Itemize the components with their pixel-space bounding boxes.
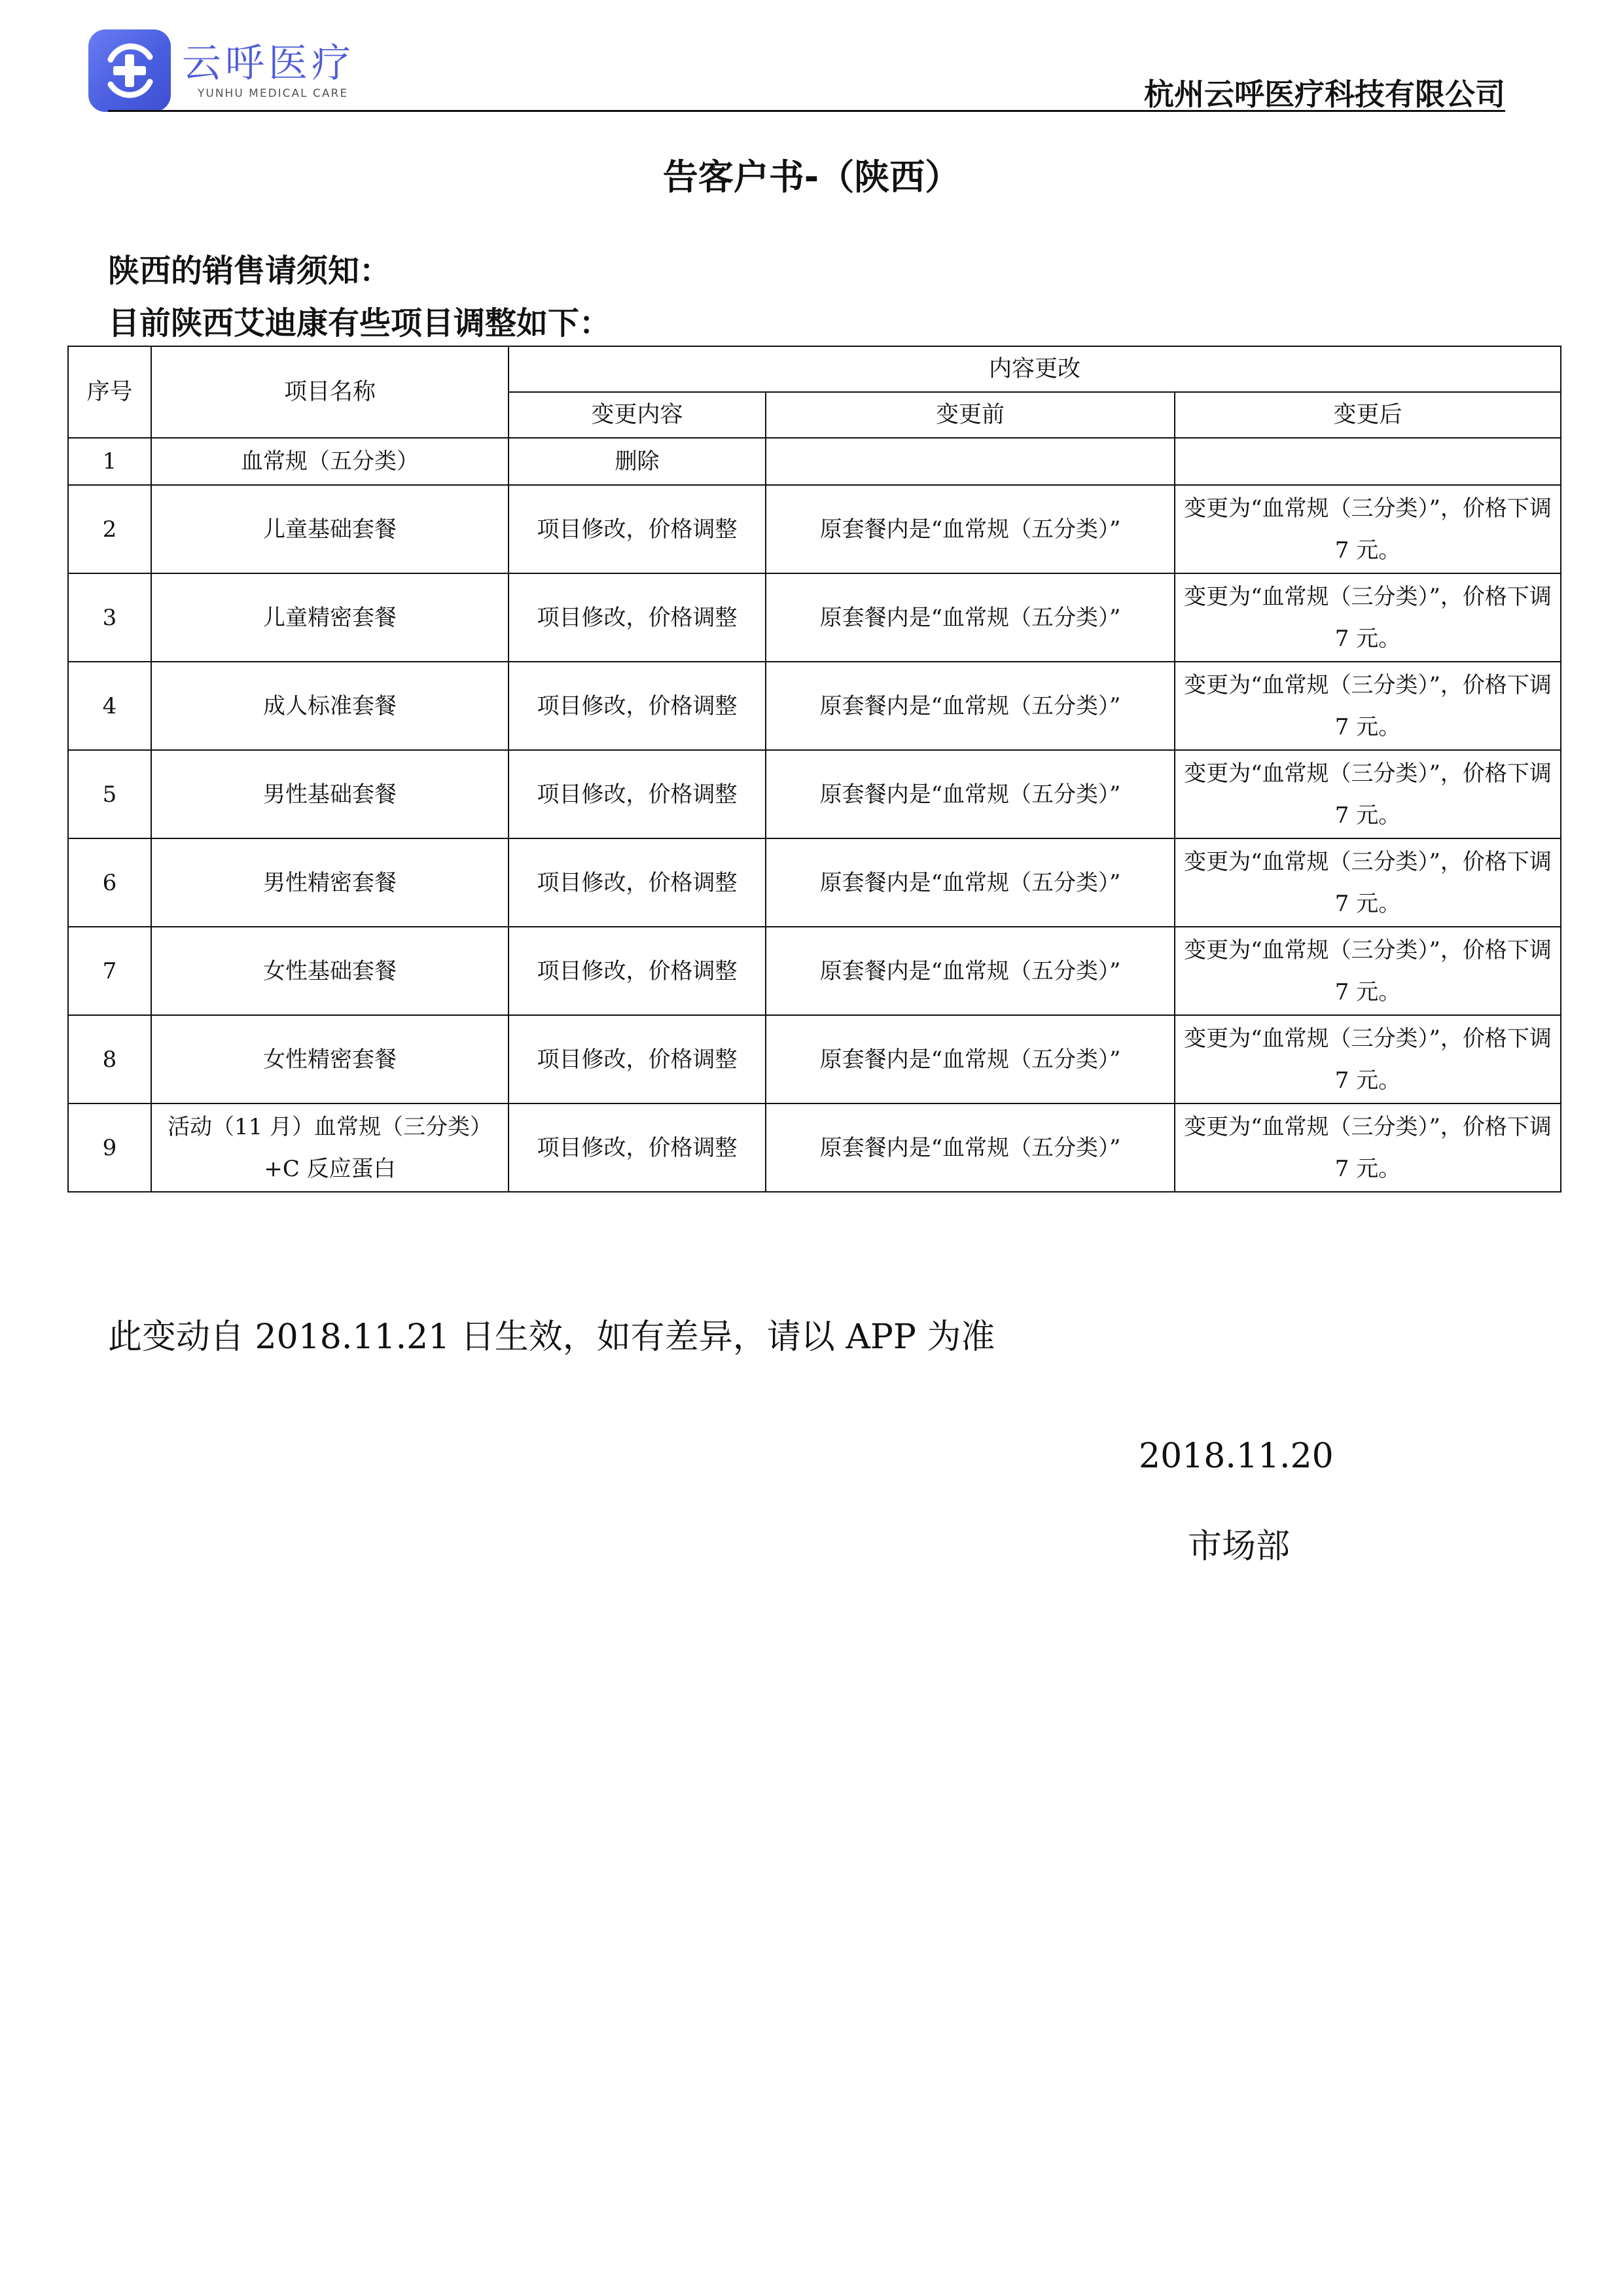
table-row [68, 438, 1561, 485]
table-row [68, 838, 1561, 927]
cell-before: 原套餐内是“血常规（五分类）” [766, 1103, 1175, 1192]
cell-seq: 2 [68, 485, 151, 573]
company-name: 杭州云呼医疗科技有限公司 [1144, 77, 1505, 112]
table-row [68, 662, 1561, 750]
document-title: 告客户书-（陕西） [662, 156, 961, 198]
cell-seq: 4 [68, 662, 151, 750]
cell-name: 活动（11 月）血常规（三分类）+C 反应蛋白 [151, 1103, 508, 1192]
cell-before: 原套餐内是“血常规（五分类）” [766, 573, 1175, 662]
cell-after: 变更为“血常规（三分类）”，价格下调 7 元。 [1175, 927, 1561, 1015]
table-row [68, 1103, 1561, 1192]
issue-date: 2018.11.20 [1139, 1437, 1334, 1476]
cell-before: 原套餐内是“血常规（五分类）” [766, 662, 1175, 750]
cell-name: 女性精密套餐 [151, 1015, 508, 1103]
changes-table [67, 346, 1561, 1193]
table-row [68, 750, 1561, 838]
cell-before: 原套餐内是“血常规（五分类）” [766, 927, 1175, 1015]
cell-before: 原套餐内是“血常规（五分类）” [766, 750, 1175, 838]
cell-change: 项目修改，价格调整 [508, 1015, 766, 1103]
cell-seq: 3 [68, 573, 151, 662]
header-before: 变更前 [766, 392, 1175, 438]
cell-change: 项目修改，价格调整 [508, 573, 766, 662]
cell-name: 儿童精密套餐 [151, 573, 508, 662]
cell-name: 成人标准套餐 [151, 662, 508, 750]
cell-name: 女性基础套餐 [151, 927, 508, 1015]
cell-change: 项目修改，价格调整 [508, 485, 766, 573]
cell-seq: 8 [68, 1015, 151, 1103]
cell-after: 变更为“血常规（三分类）”，价格下调 7 元。 [1175, 750, 1561, 838]
cell-name: 男性基础套餐 [151, 750, 508, 838]
cell-change: 删除 [508, 438, 766, 485]
header-seq: 序号 [68, 346, 151, 438]
cell-change: 项目修改，价格调整 [508, 1103, 766, 1192]
cell-after: 变更为“血常规（三分类）”，价格下调 7 元。 [1175, 1015, 1561, 1103]
cell-name: 儿童基础套餐 [151, 485, 508, 573]
cell-name: 血常规（五分类） [151, 438, 508, 485]
cell-before: 原套餐内是“血常规（五分类）” [766, 1015, 1175, 1103]
cell-after: 变更为“血常规（三分类）”，价格下调 7 元。 [1175, 662, 1561, 750]
header-after: 变更后 [1175, 392, 1561, 438]
effective-notice: 此变动自 2018.11.21 日生效，如有差异，请以 APP 为准 [108, 1318, 995, 1357]
intro-line-1: 陕西的销售请须知： [108, 253, 391, 289]
table-row [68, 1015, 1561, 1103]
cell-after: 变更为“血常规（三分类）”，价格下调 7 元。 [1175, 485, 1561, 573]
table-row [68, 573, 1561, 662]
cell-seq: 1 [68, 438, 151, 485]
cell-before: 原套餐内是“血常规（五分类）” [766, 838, 1175, 927]
medical-cross-logo-icon [88, 29, 171, 112]
cell-after: 变更为“血常规（三分类）”，价格下调 7 元。 [1175, 573, 1561, 662]
header-change-group: 内容更改 [508, 346, 1561, 392]
cell-after: 变更为“血常规（三分类）”，价格下调 7 元。 [1175, 838, 1561, 927]
logo-english-name: YUNHU MEDICAL CARE [198, 87, 349, 100]
cell-change: 项目修改，价格调整 [508, 662, 766, 750]
header-divider [108, 110, 1505, 112]
cell-seq: 6 [68, 838, 151, 927]
cell-change: 项目修改，价格调整 [508, 927, 766, 1015]
cell-change: 项目修改，价格调整 [508, 750, 766, 838]
header-change-content: 变更内容 [508, 392, 766, 438]
cell-seq: 5 [68, 750, 151, 838]
issuing-department: 市场部 [1188, 1527, 1291, 1566]
cell-before [766, 438, 1175, 485]
company-logo [88, 29, 355, 115]
cell-after: 变更为“血常规（三分类）”，价格下调 7 元。 [1175, 1103, 1561, 1192]
cell-after [1175, 438, 1561, 485]
header-name: 项目名称 [151, 346, 508, 438]
cell-name: 男性精密套餐 [151, 838, 508, 927]
cell-seq: 9 [68, 1103, 151, 1192]
cell-change: 项目修改，价格调整 [508, 838, 766, 927]
table-row [68, 485, 1561, 573]
table-row [68, 927, 1561, 1015]
logo-chinese-name: 云呼医疗 [182, 41, 355, 86]
cell-before: 原套餐内是“血常规（五分类）” [766, 485, 1175, 573]
cell-seq: 7 [68, 927, 151, 1015]
intro-line-2: 目前陕西艾迪康有些项目调整如下： [108, 305, 611, 342]
